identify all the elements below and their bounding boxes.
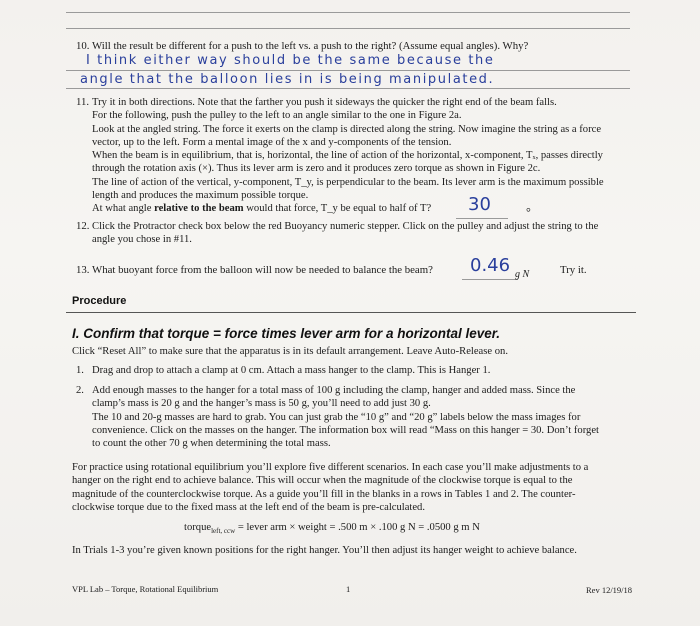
question-number: 10. (76, 40, 90, 52)
handwritten-answer-line-2: angle that the balloon lies in is being manipulated. (80, 72, 495, 87)
q11-question: At what angle relative to the beam would that force, T_y be equal to half of T? (92, 203, 432, 215)
answer-line (66, 88, 630, 89)
trials-instruction: In Trials 1-3 you’re given known positions for the right hanger. You’ll then adjust its hanger weight to achieve balance. (72, 545, 577, 556)
answer-line (66, 28, 630, 29)
procedure-heading: Procedure (72, 295, 127, 307)
answer-line (66, 70, 630, 71)
reset-instruction: Click “Reset All” to make sure that the apparatus is in its default arrangement. Leave Auto-Release on. (72, 346, 508, 357)
answer-line (66, 12, 630, 13)
answer-blank (462, 279, 518, 280)
question-10 (76, 40, 528, 52)
try-it-label: Try it. (560, 264, 587, 276)
revision-date: Rev 12/19/18 (586, 585, 633, 595)
q11-line: vector, up to the left. Form a mental image of the x and y-components of the tension. (92, 136, 452, 148)
footer-title: VPL Lab – Torque, Rotational Equilibrium (72, 584, 219, 594)
step-1-number: 1. (76, 365, 84, 376)
question-12-number: 12. (76, 220, 90, 232)
unit-label: g N (515, 269, 530, 280)
question-13: 13. What buoyant force from the balloon will now be needed to balance the beam? (76, 264, 433, 276)
handwritten-angle-answer: 30 (468, 194, 491, 215)
q11-line: Try it in both directions. Note that the farther you push it sideways the quicker the right end of the beam falls. (92, 97, 557, 108)
handwritten-force-answer: 0.46 (470, 255, 511, 276)
step-1-text: Drag and drop to attach a clamp at 0 cm. Attach a mass hanger to the clamp. This is Hanger 1. (92, 365, 491, 376)
degree-symbol: ° (526, 205, 531, 219)
q11-line: Look at the angled string. The force it exerts on the clamp is directed along the string. Now imagine the string as a force (92, 123, 602, 135)
step-2-body: Add enough masses to the hanger for a total mass of 100 g including the clamp, hanger and added mass. Since the clamp’s mass is 20 g and the hanger’s mass is 50 g, you’ll need to add just 30 g. The 10 and 20-g masses are hard to grab. You can just grab the “10 g” and “20 g” labels below the mass images for convenience. Click on the masses on the hanger. The information box will read “Mass on this hanger = 30. Don’t forget to count the other 70 g when determining the total mass. (92, 385, 600, 450)
section-divider (66, 312, 636, 313)
handwritten-answer-line-1: I think either way should be the same because the (86, 53, 495, 68)
section-heading: I. Confirm that torque = force times lever arm for a horizontal lever. (72, 326, 500, 341)
question-11-body (92, 96, 604, 216)
question-12-body: Click the Protractor check box below the red Buoyancy numeric stepper. Click on the pulley and adjust the string to the angle you chose in #11. (92, 221, 599, 246)
torque-equation: torque$_{left, ccw}$ = lever arm × weight = .500 m × .100 g N = .0500 g m N (184, 522, 480, 536)
question-text: Will the result be different for a push to the left vs. a push to the right? (Assume equal angles). Why? (92, 40, 529, 52)
step-2-number: 2. (76, 385, 84, 396)
practice-paragraph: For practice using rotational equilibrium you’ll explore five different scenarios. In each case you’ll make adjustments to a hanger on the right end to achieve balance. This will occur when the magnitude of the clockwise torque is equal to the magnitude of the counterclockwise torque. As a guide you’ll fill in the blanks in a rows in Tables 1 and 2. The counter- clockwise torque due to the fixed mass at the left end of the beam is pre-calculated. (72, 462, 589, 513)
q11-line: length and produces the maximum possible torque. (92, 190, 309, 202)
page-number: 1 (346, 584, 351, 594)
q11-line: When the beam is in equilibrium, that is, horizontal, the line of action of the horizontal, x-component, Tₓ, passes directly (92, 150, 603, 162)
answer-blank (456, 218, 508, 219)
q11-line: The line of action of the vertical, y-component, T_y, is perpendicular to the beam. Its lever arm is the maximum possible (92, 176, 604, 188)
q11-line: through the rotation axis (×). Thus its lever arm is zero and it produces zero torque as shown in Figure 2c. (92, 163, 541, 175)
q11-line: For the following, push the pulley to the left to an angle similar to the one in Figure 2a. (92, 110, 462, 122)
question-11-number: 11. (76, 96, 90, 108)
